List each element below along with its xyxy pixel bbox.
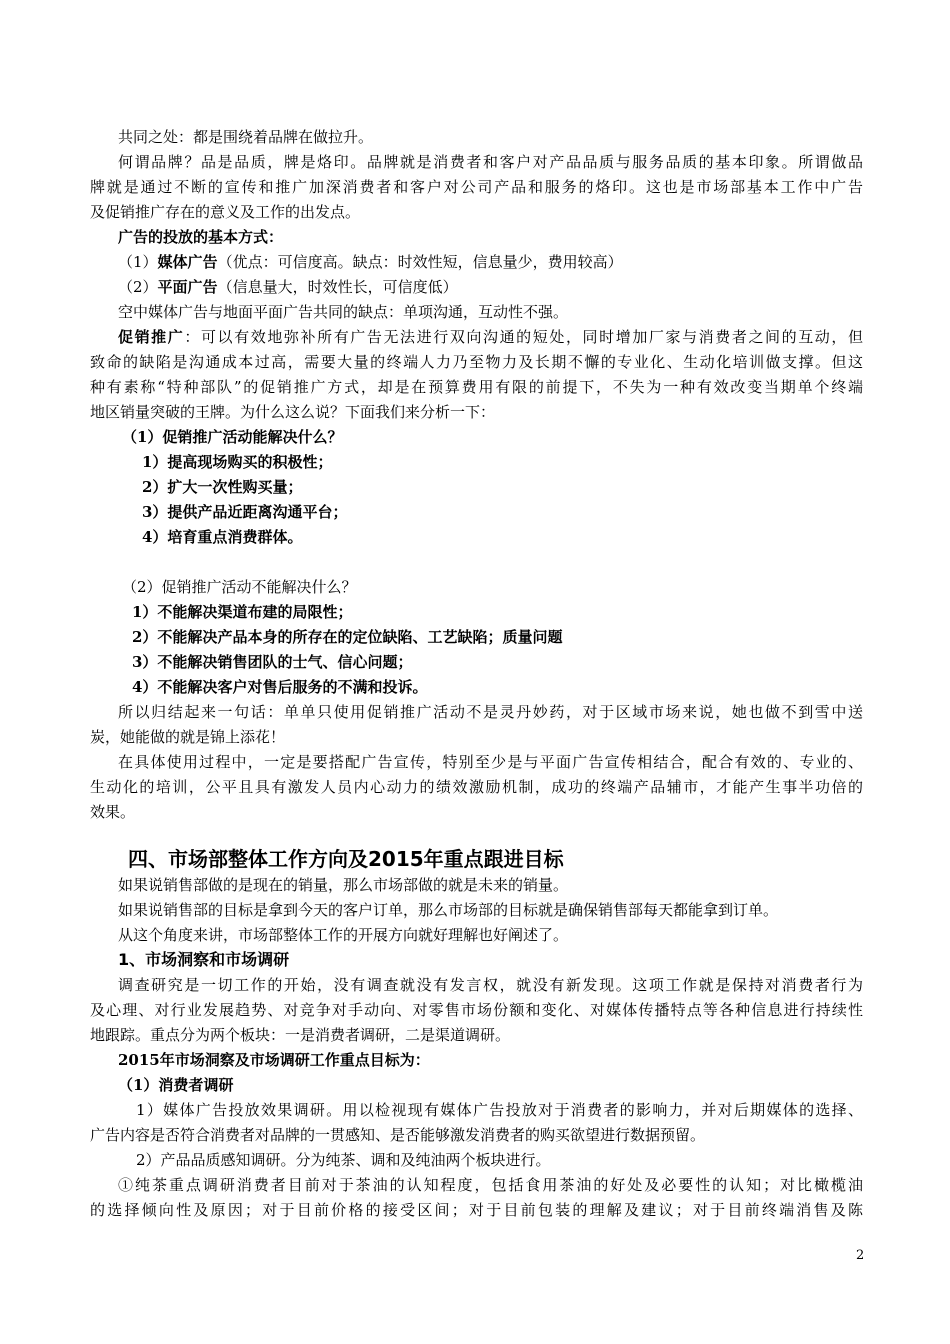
text-line: 在具体使用过程中，一定是要搭配广告宣传，特别至少是与平面广告宣传相结合，配合有效的、专业的、 <box>118 753 863 771</box>
text-line: 何谓品牌？品是品质，牌是烙印。品牌就是消费者和客户对产品品质与服务品质的基本印象。所谓做品 <box>118 153 863 171</box>
list-item: 3）提供产品近距离沟通平台； <box>142 503 348 521</box>
page-number: 2 <box>856 1248 865 1263</box>
text-line: 2015年市场洞察及市场调研工作重点目标为： <box>118 1051 430 1069</box>
text-line: 种有素称“特种部队”的促销推广方式，却是在预算费用有限的前提下，不失为一种有效改变当期单个终端 <box>90 378 863 396</box>
text-line: 广告内容是否符合消费者对品牌的一贯感知、是否能够激发消费者的购买欲望进行数据预留。 <box>90 1126 706 1144</box>
section-heading: 四、市场部整体工作方向及2015年重点跟进目标 <box>128 847 564 871</box>
text-line: ①纯茶重点调研消费者目前对于茶油的认知程度，包括食用茶油的好处及必要性的认知；对比橄榄油 <box>118 1176 863 1194</box>
text-line: 牌就是通过不断的宣传和推广加深消费者和客户对公司产品和服务的烙印。这也是市场部基本工作中广告 <box>90 178 863 196</box>
text-line: 共同之处：都是围绕着品牌在做拉升。 <box>118 128 374 146</box>
list-item: 1）不能解决渠道布建的局限性； <box>132 603 353 621</box>
text-line: 如果说销售部做的是现在的销量，那么市场部做的就是未来的销量。 <box>118 876 569 894</box>
text-line: 调查研究是一切工作的开始，没有调查就没有发言权，就没有新发现。这项工作就是保持对消费者行为 <box>118 976 863 994</box>
list-item: 2）不能解决产品本身的所存在的定位缺陷、工艺缺陷；质量问题 <box>132 628 563 646</box>
text-line: 炭，她能做的就是锦上添花！ <box>90 728 286 746</box>
text-line: 所以归结起来一句话：单单只使用促销推广活动不是灵丹妙药，对于区域市场来说，她也做不到雪中送 <box>118 703 863 721</box>
text-line: 及心理、对行业发展趋势、对竞争对手动向、对零售市场份额和变化、对媒体传播特点等各种信息进行持续性 <box>90 1001 863 1019</box>
text-line: 的选择倾向性及原因；对于目前价格的接受区间；对于目前包装的理解及建议；对于目前终端消售及陈 <box>90 1201 863 1219</box>
text-line: 致命的缺陷是沟通成本过高，需要大量的终端人力乃至物力及长期不懈的专业化、生动化培训做支撑。但这 <box>90 353 863 371</box>
list-heading: （1）消费者调研 <box>118 1076 234 1094</box>
text-line: 如果说销售部的目标是拿到今天的客户订单，那么市场部的目标就是确保销售部每天都能拿到订单。 <box>118 901 779 919</box>
text-line: 及促销推广存在的意义及工作的出发点。 <box>90 203 361 221</box>
list-item: 4）培育重点消费群体。 <box>142 528 303 546</box>
text-line: 地区销量突破的王牌。为什么这么说？下面我们来分析一下： <box>90 403 496 421</box>
list-item: 4）不能解决客户对售后服务的不满和投诉。 <box>132 678 428 696</box>
text-line: 1）媒体广告投放效果调研。用以检视现有媒体广告投放对于消费者的影响力，并对后期媒体的选择、 <box>136 1101 863 1119</box>
text-line: 效果。 <box>90 803 136 821</box>
text-line: 生动化的培训，公平且具有激发人员内心动力的绩效激励机制，成功的终端产品辅市，才能产生事半功倍的 <box>90 778 863 796</box>
list-item: 2）扩大一次性购买量； <box>142 478 303 496</box>
subsection-heading: 1、市场洞察和市场调研 <box>118 950 290 969</box>
text-line: 空中媒体广告与地面平面广告共同的缺点：单项沟通，互动性不强。 <box>118 303 569 321</box>
text-line: 2）产品品质感知调研。分为纯茶、调和及纯油两个板块进行。 <box>136 1151 551 1169</box>
text-line: 促销推广：可以有效地弥补所有广告无法进行双向沟通的短处，同时增加厂家与消费者之间的互动，但 <box>118 328 863 346</box>
list-item: 1）提高现场购买的积极性； <box>142 453 333 471</box>
text-line: 地跟踪。重点分为两个板块：一是消费者调研，二是渠道调研。 <box>90 1026 511 1044</box>
text-line: （1）媒体广告（优点：可信度高。缺点：时效性短，信息量少，费用较高） <box>118 253 623 271</box>
list-item: 3）不能解决销售团队的士气、信心问题； <box>132 653 413 671</box>
list-heading: （2）促销推广活动不能解决什么？ <box>122 578 357 596</box>
text-line: 从这个角度来讲，市场部整体工作的开展方向就好理解也好阐述了。 <box>118 926 569 944</box>
list-heading: （1）促销推广活动能解决什么？ <box>122 428 343 446</box>
section-label: 广告的投放的基本方式： <box>118 228 284 246</box>
text-line: （2）平面广告（信息量大，时效性长，可信度低） <box>118 278 458 296</box>
